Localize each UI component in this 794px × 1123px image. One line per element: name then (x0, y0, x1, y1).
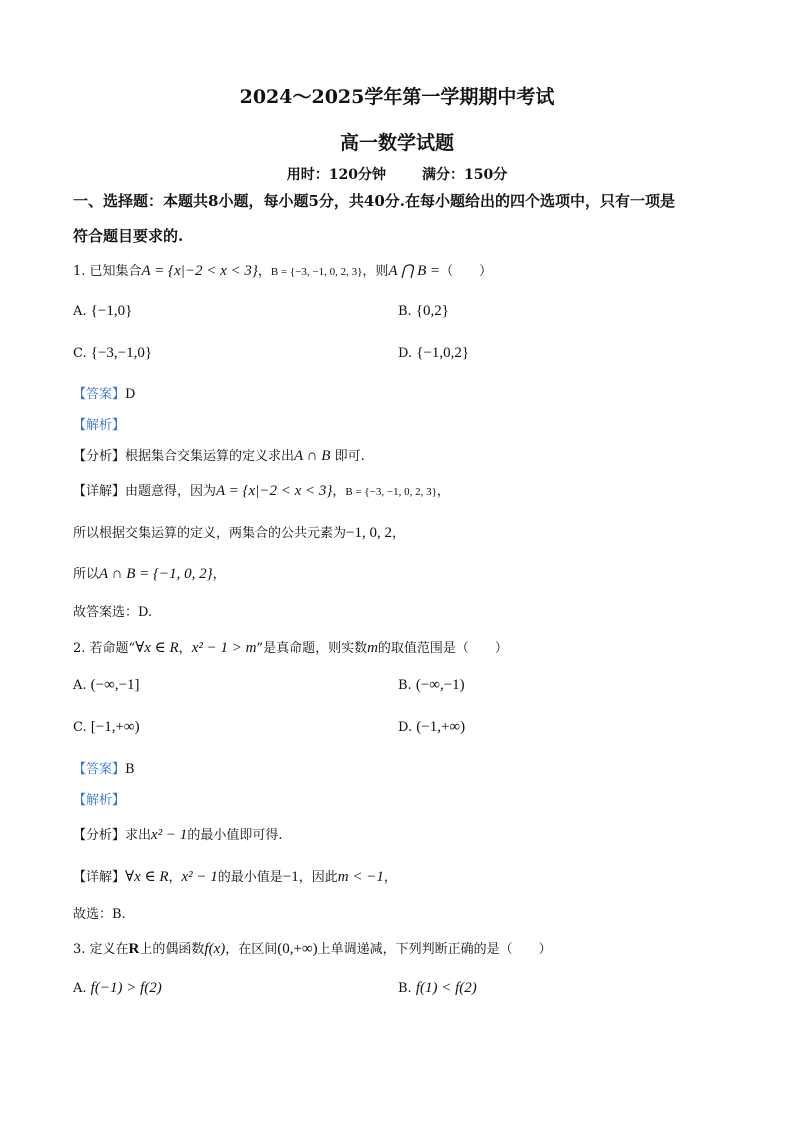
option-label: D. (398, 720, 413, 735)
answer-value: D (125, 387, 136, 402)
q1-common-elements: 所以根据交集运算的定义，两集合的公共元素为−1, 0, 2， (73, 525, 405, 541)
q2-xiangjie: 【详解】∀x ∈ R，x² − 1的最小值是−1，因此m < −1， (73, 869, 397, 885)
option-value: {−1,0,2} (416, 345, 470, 361)
q2-stem: 2. 若命题“∀x ∈ R，x² − 1 > m”是真命题，则实数m的取值范围是（ ） (73, 640, 508, 656)
time-label: 用时：120分钟 (286, 167, 386, 183)
option-value: (−∞,−1] (90, 677, 140, 693)
answer-tag: 【答案】 (73, 762, 126, 777)
q2-option-b[interactable] (398, 677, 465, 694)
q2-conclusion: 故选：B. (73, 907, 126, 922)
q3-option-a[interactable] (73, 980, 162, 997)
q1-comma: ， (257, 264, 271, 279)
option-value: (−∞,−1) (415, 677, 465, 693)
q1-set-b: B = {−3, −1, 0, 2, 3} (270, 266, 363, 278)
q2-option-d[interactable] (398, 719, 465, 736)
q1-then: ，则 (362, 264, 389, 279)
q3-stem: 3. 定义在R上的偶函数f(x)，在区间(0,+∞)上单调递减，下列判断正确的是（ ） (73, 941, 552, 957)
exam-title: 2024～2025学年第一学期期中考试 (239, 86, 555, 108)
q3-option-b[interactable] (398, 980, 477, 997)
q1-set-a: A = {x|−2 < x < 3} (141, 263, 258, 279)
answer-value: B (125, 762, 135, 777)
q1-result: 所以A ∩ B = {−1, 0, 2}， (73, 566, 226, 582)
q1-xiangjie: 【详解】由题意得，因为A = {x|−2 < x < 3}，B = {−3, −1, 0, 2, 3}， (73, 483, 450, 499)
option-label: B. (398, 304, 412, 319)
section-heading-line2: 符合题目要求的. (73, 227, 184, 245)
section-heading-line1: 一、选择题：本题共8小题，每小题5分，共40分.在每小题给出的四个选项中，只有一项是 (73, 192, 675, 210)
option-label: A. (73, 981, 87, 996)
xiangjie-tag: 【详解】 (73, 484, 126, 499)
q1-stem (73, 260, 492, 280)
q1-fenxi: 【分析】根据集合交集运算的定义求出A ∩ B 即可. (73, 448, 365, 464)
option-label: B. (398, 678, 412, 693)
q1-analysis-tag: 【解析】 (73, 418, 126, 433)
option-value: {0,2} (415, 303, 449, 319)
q1-answer (73, 383, 135, 402)
q2-answer (73, 758, 135, 777)
q1-paren: （ ） (440, 264, 493, 279)
q1-option-d[interactable] (398, 345, 469, 362)
q1-expr: A ⋂ B = (388, 263, 441, 279)
fenxi-tag: 【分析】 (73, 449, 126, 464)
q1-option-c[interactable] (73, 345, 152, 362)
q2-option-a[interactable] (73, 677, 140, 694)
option-label: D. (398, 346, 413, 361)
option-label: A. (73, 678, 87, 693)
option-label: B. (398, 981, 412, 996)
option-value: {−1,0} (90, 303, 133, 319)
q2-fenxi: 【分析】求出x² − 1的最小值即可得. (73, 827, 283, 843)
option-label: C. (73, 720, 87, 735)
q2-analysis-tag: 【解析】 (73, 793, 126, 808)
option-value: {−3,−1,0} (90, 345, 153, 361)
answer-tag: 【答案】 (73, 387, 126, 402)
time-score-line (0, 164, 794, 184)
option-label: C. (73, 346, 87, 361)
q1-option-a[interactable] (73, 303, 132, 320)
q1-option-b[interactable] (398, 303, 449, 320)
option-value: (−1,+∞) (416, 719, 466, 735)
q1-prefix: 1. 已知集合 (73, 264, 142, 279)
option-value: f(−1) > f(2) (90, 980, 162, 996)
subject-title: 高一数学试题 (339, 132, 454, 154)
score-label: 满分：150分 (422, 167, 508, 183)
q2-option-c[interactable] (73, 719, 140, 736)
q1-conclusion: 故答案选：D. (73, 605, 153, 620)
option-value: f(1) < f(2) (415, 980, 477, 996)
option-value: [−1,+∞) (90, 719, 140, 735)
option-label: A. (73, 304, 87, 319)
